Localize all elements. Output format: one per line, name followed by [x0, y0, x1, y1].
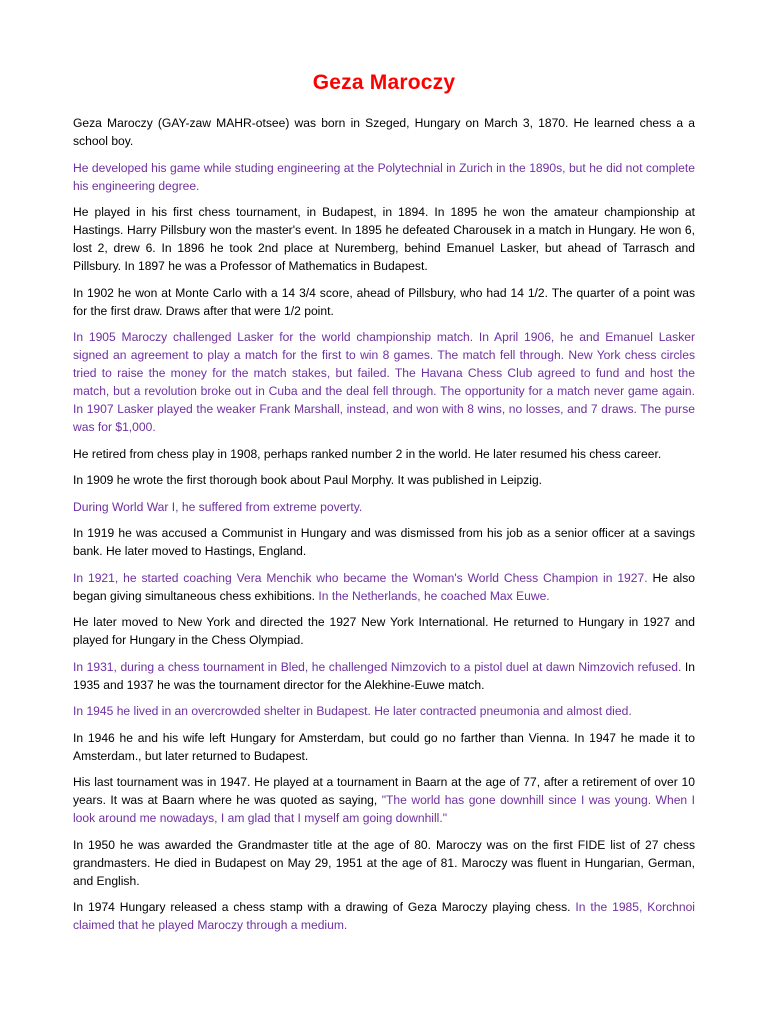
highlighted-text: "The world has gone downhill since I was young. When I look around me nowadays, I am glad that I myself am going downhill.": [73, 793, 695, 825]
highlighted-text: In 1905 Maroczy challenged Lasker for the world championship match. In April 1906, he and Emanuel Lasker signed an agreement to play a match for the first to win 8 games. The match fell through. New York chess circles tried to raise the money for the match stakes, but failed. The Havana Chess Club agreed to fund and host the match, but a revolution broke out in Cuba and the deal fell through. The opportunity for a match never game again. In 1907 Lasker played the weaker Frank Marshall, instead, and won with 8 wins, no losses, and 7 draws. The purse was for $1,000.: [73, 330, 695, 434]
paragraph: [73, 702, 695, 720]
paragraph: [73, 836, 695, 890]
body-text: In 1919 he was accused a Communist in Hungary and was dismissed from his job as a senior officer at a savings bank. He later moved to Hastings, England.: [73, 526, 695, 558]
body-text: In 1974 Hungary released a chess stamp with a drawing of Geza Maroczy playing chess.: [73, 900, 576, 914]
paragraph: [73, 658, 695, 694]
highlighted-text: In the 1985, Korchnoi claimed that he played Maroczy through a medium.: [73, 900, 695, 932]
paragraph: [73, 729, 695, 765]
body-text: He later moved to New York and directed the 1927 New York International. He returned to Hungary in 1927 and played for Hungary in the Chess Olympiad.: [73, 615, 695, 647]
paragraph: [73, 569, 695, 605]
paragraph: [73, 284, 695, 320]
body-text: He retired from chess play in 1908, perhaps ranked number 2 in the world. He later resumed his chess career.: [73, 446, 662, 461]
paragraph: [73, 203, 695, 275]
highlighted-text: In 1945 he lived in an overcrowded shelter in Budapest. He later contracted pneumonia and almost died.: [73, 704, 632, 718]
body-text: In 1935 and 1937 he was the tournament director for the Alekhine-Euwe match.: [73, 659, 696, 692]
body-text: He also began giving simultaneous chess exhibitions.: [73, 570, 696, 603]
highlighted-text: In 1921, he started coaching Vera Menchik who became the Woman's World Chess Champion in 1927.: [73, 570, 648, 585]
paragraph: [73, 471, 695, 489]
body-text: In 1909 he wrote the first thorough book about Paul Morphy. It was published in Leipzig.: [73, 473, 543, 487]
document-title: Geza Maroczy: [312, 71, 456, 94]
paragraph: [73, 159, 695, 195]
body-text: In 1950 he was awarded the Grandmaster title at the age of 80. Maroczy was on the first FIDE list of 27 chess grandmasters. He died in Budapest on May 29, 1951 at the age of 81. Maroczy was fluent in Hungarian, German, and English.: [73, 837, 695, 888]
highlighted-text: In 1931, during a chess tournament in Bled, he challenged Nimzovich to a pistol duel at dawn Nimzovich refused.: [73, 659, 682, 674]
body-text: In 1902 he won at Monte Carlo with a 14 3/4 score, ahead of Pillsbury, who had 14 1/2. The quarter of a point was for the first draw. Draws after that were 1/2 point.: [73, 285, 695, 318]
body-text: His last tournament was in 1947. He played at a tournament in Baarn at the age of 77, after a retirement of over 10 years. It was at Baarn where he was quoted as saying,: [73, 775, 695, 807]
body-text: In 1946 he and his wife left Hungary for Amsterdam, but could go no farther than Vienna. In 1947 he made it to Amsterdam., but later returned to Budapest.: [73, 730, 695, 763]
highlighted-text: During World War I, he suffered from extreme poverty.: [73, 499, 363, 514]
body-text: Geza Maroczy (GAY-zaw MAHR-otsee) was born in Szeged, Hungary on March 3, 1870. He learned chess a a school boy.: [73, 116, 695, 148]
paragraph: [73, 773, 695, 827]
paragraph: [73, 898, 695, 934]
paragraph: [73, 498, 695, 516]
paragraph: [73, 613, 695, 649]
paragraph: [73, 524, 695, 560]
paragraph: [73, 328, 695, 436]
paragraph: [73, 445, 695, 463]
document-body: [73, 114, 695, 934]
highlighted-text: He developed his game while studing engineering at the Polytechnial in Zurich in the 1890s, but he did not complete his engineering degree.: [73, 160, 695, 193]
body-text: He played in his first chess tournament, in Budapest, in 1894. In 1895 he won the amateur championship at Hastings. Harry Pillsbury won the master's event. In 1895 he defeated Charousek in a match in Hungary. He won 6, lost 2, drew 6. In 1896 he took 2nd place at Nuremberg, behind Emanuel Lasker, but ahead of Tarrasch and Pillsbury. In 1897 he was a Professor of Mathematics in Budapest.: [73, 205, 695, 273]
highlighted-text: In the Netherlands, he coached Max Euwe.: [318, 588, 550, 603]
paragraph: [73, 114, 695, 150]
